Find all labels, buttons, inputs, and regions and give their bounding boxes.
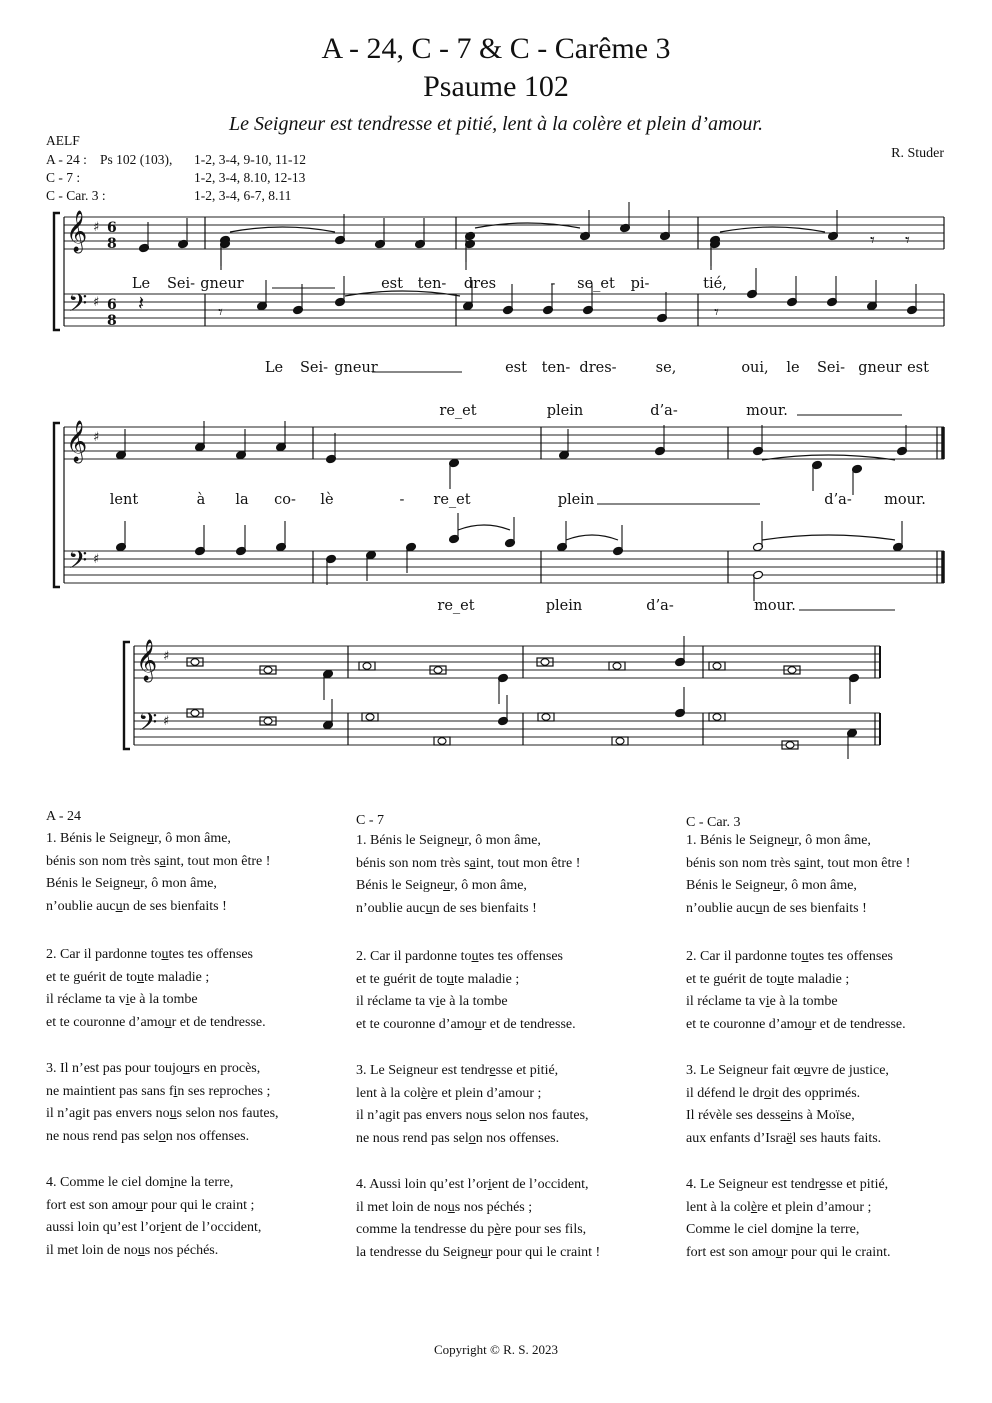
accent-syllable: u (137, 1242, 145, 1258)
note-head (788, 667, 796, 674)
accent-syllable: u (803, 1063, 811, 1078)
stanza-text: r pour qui le craint ! (487, 1244, 601, 1260)
reading-c7-label: C - 7 : (46, 170, 81, 185)
stanza-text: re pour ses fils, la tendresse du Seigne (356, 1222, 587, 1260)
key-signature-sharp: ♯ (163, 649, 170, 664)
accent-syllable: i (173, 1083, 178, 1099)
lyric-middle: re_et (433, 492, 471, 508)
stanza-text: 2. Car il pardonne to (46, 947, 162, 962)
lyric-lower: Sei- (299, 360, 329, 376)
lyric-top: d’a- (650, 403, 678, 419)
quarter-rest: 𝄽 (138, 291, 145, 315)
verse-stanza (686, 946, 906, 1036)
stanza-text: s nos péchés. (144, 1242, 219, 1258)
stanza-text: te maladie ; il réclame ta v (686, 971, 850, 1009)
lyric-top: plein (546, 403, 584, 419)
reading-ccar3-label: C - Car. 3 : (46, 188, 106, 203)
stanza-text: 1. Bénis le Seigne (686, 833, 788, 848)
stanza-text: e à la tombe et te couronne d’amo (356, 994, 508, 1032)
time-signature-8: 8 (107, 313, 117, 329)
accent-syllable: u (169, 1106, 177, 1121)
stanza-text: 3. Le Seigneur est tendr (356, 1063, 490, 1078)
lyric-lower: gneur (334, 360, 378, 376)
tie (230, 227, 335, 232)
verse-stanza (356, 1174, 600, 1264)
stanza-text: e à la tombe et te couronne d’amo (686, 994, 838, 1032)
lyric-lower: gneur (858, 360, 902, 376)
lyric-lower: le (786, 360, 800, 376)
stanza-text: s nos péchés ; comme la tendresse du p (356, 1199, 533, 1237)
accent-syllable: a (159, 853, 166, 869)
accent-syllable: è (420, 1085, 428, 1101)
tie (720, 227, 825, 232)
stanza-text: int, tout mon être ! Bénis le Seigne (356, 855, 581, 893)
accent-syllable: u (804, 1016, 812, 1032)
stanza-text: r et de tendresse. (811, 1016, 906, 1032)
accent-syllable: u (773, 878, 781, 893)
stanza-text: int, tout mon être ! Bénis le Seigne (46, 853, 271, 891)
lyric-bottom: re_et (437, 598, 475, 614)
copyright-notice: Copyright © R. S. 2023 (433, 1342, 558, 1357)
lyric-middle: lè (320, 492, 334, 508)
stanza-text: r, ô mon âme, bénis son nom très s (46, 831, 231, 869)
time-signature-6: 6 (107, 220, 117, 236)
accent-syllable: u (471, 949, 479, 964)
stanza-text: tes tes offenses et te guérit de to (686, 949, 893, 987)
reading-a24-ref: Ps 102 (103), (100, 152, 173, 167)
lyric-lower: ten- (541, 360, 571, 376)
verse-stanza (46, 944, 266, 1034)
stanza-text: n nos offenses. (475, 1130, 560, 1146)
lyric-upper: Le (131, 276, 151, 292)
note-head (713, 714, 721, 721)
stanza-text: 3. Il n’est pas pour toujo (46, 1061, 183, 1076)
note-head (191, 710, 199, 717)
lyric-middle: lent (109, 492, 139, 508)
note-head (363, 663, 371, 670)
accent-syllable: u (775, 1244, 783, 1260)
lyric-middle: d’a- (824, 492, 852, 508)
verse-stanza (356, 946, 576, 1036)
eighth-rest: 𝄾 (870, 230, 875, 251)
reading-a24-verses: 1-2, 3-4, 9-10, 11-12 (194, 152, 306, 167)
lyric-bottom: d’a- (646, 598, 674, 614)
page-title: A - 24, C - 7 & C - Carême 3 (321, 32, 671, 65)
stanza-text: 3. Le Seigneur fait œ (686, 1063, 804, 1078)
lyric-middle: mour. (884, 492, 926, 508)
accent-syllable: i (796, 1222, 800, 1237)
note-head (434, 667, 442, 674)
stanza-text: r pour qui le craint ; aussi loin qu’est l’or (46, 1197, 255, 1235)
note-head (438, 738, 446, 745)
lyric-lower: dres- (579, 360, 617, 376)
note-head (542, 714, 550, 721)
accent-syllable: u (115, 898, 123, 914)
lyric-middle: co- (274, 492, 296, 508)
accent-syllable: è (494, 1222, 501, 1237)
accent-syllable: u (425, 900, 433, 916)
eighth-rest: 𝄾 (714, 302, 719, 323)
accent-syllable: u (801, 949, 809, 964)
stanza-text: 2. Car il pardonne to (356, 949, 472, 964)
stanza-text: l ses hauts faits. (792, 1130, 882, 1146)
stanza-text: s selon nos fautes, ne nous rend pas sel (356, 1108, 589, 1146)
note-head (191, 659, 199, 666)
verse-stanza (356, 830, 580, 920)
eighth-rest: 𝄾 (218, 302, 223, 323)
accent-syllable: è (750, 1199, 758, 1215)
stanza-text: it des opprimés. Il révèle ses dess (686, 1085, 861, 1123)
stanza-text: n de ses bienfaits ! (762, 900, 867, 916)
lyric-lower: Le (264, 360, 284, 376)
stanza-text: te maladie ; il réclame ta v (46, 969, 210, 1007)
accent-syllable: i (435, 994, 440, 1009)
verse-stanza (356, 1060, 589, 1150)
key-signature-sharp: ♯ (93, 220, 100, 235)
accent-syllable: i (487, 1177, 492, 1192)
key-signature-sharp: ♯ (93, 430, 100, 445)
note-head (264, 718, 272, 725)
stanza-text: ent de l’occident, il met loin de no (356, 1177, 589, 1215)
stanza-text: n ses reproches ; il n’agit pas envers no (46, 1083, 271, 1121)
lyric-lower: se, (655, 360, 677, 376)
tie (566, 535, 618, 540)
treble-clef: 𝄞 (66, 211, 88, 252)
composer-name: R. Studer (891, 146, 944, 161)
eighth-rest: 𝄾 (905, 230, 910, 251)
accent-syllable: u (480, 1244, 488, 1260)
verse-column-heading: C - 7 (356, 813, 384, 828)
accent-syllable: u (147, 831, 155, 846)
stanza-text: ent de l’occident, il met loin de no (46, 1220, 262, 1258)
accent-syllable: u (136, 969, 144, 985)
lyric-bottom: mour. (754, 598, 796, 614)
accent-syllable: e (819, 1177, 826, 1192)
lyric-lower: Sei- (816, 360, 846, 376)
stanza-text: s selon nos fautes, ne nous rend pas sel (46, 1106, 279, 1144)
stanza-text: rs en procès, ne maintient pas sans f (46, 1061, 261, 1099)
accent-syllable: u (446, 971, 454, 987)
tie (762, 535, 895, 540)
verse-column-heading: A - 24 (46, 809, 81, 824)
note-head (541, 659, 549, 666)
lyric-lower: est (505, 360, 527, 376)
stanza-text: vre de justice, il défend le dr (686, 1063, 889, 1101)
accent-syllable: u (479, 1108, 487, 1123)
stanza-text: tes tes offenses et te guérit de to (356, 949, 563, 987)
key-signature-sharp: ♯ (163, 714, 170, 729)
verse-column-heading: C - Car. 3 (686, 815, 741, 830)
accent-syllable: a (469, 855, 476, 871)
lyric-lower: oui, (741, 360, 769, 376)
lyric-upper: Sei- (166, 276, 196, 292)
lyric-upper: - (550, 276, 556, 292)
tie (458, 525, 510, 530)
system-bracket (54, 423, 60, 587)
stanza-text: e à la tombe et te couronne d’amo (46, 992, 198, 1030)
bass-clef: 𝄢 (138, 708, 158, 743)
accent-syllable: i (125, 992, 130, 1007)
accent-syllable: u (133, 876, 141, 891)
note-head (713, 663, 721, 670)
lyric-top: mour. (746, 403, 788, 419)
lyric-upper: est (381, 276, 403, 292)
accent-syllable: u (135, 1197, 143, 1213)
reading-ccar3-verses: 1-2, 3-4, 6-7, 8.11 (194, 188, 292, 203)
stanza-text: 4. Aussi loin qu’est l’or (356, 1177, 488, 1192)
stanza-text: r, ô mon âme, bénis son nom très s (686, 833, 871, 871)
lyric-middle: à (196, 492, 206, 508)
accent-syllable: u (755, 900, 763, 916)
stanza-text: n de ses bienfaits ! (432, 900, 537, 916)
stanza-text: te maladie ; il réclame ta v (356, 971, 520, 1009)
accent-syllable: e (489, 1063, 496, 1078)
lyric-upper: tié, (703, 276, 727, 292)
time-signature-6: 6 (107, 297, 117, 313)
accent-syllable: i (170, 1175, 174, 1190)
note-head (613, 663, 621, 670)
stanza-text: sse et pitié, lent à la col (356, 1063, 559, 1101)
stanza-text: ne la terre, fort est son amo (686, 1222, 860, 1260)
lyric-upper: pi- (630, 276, 650, 292)
key-signature-sharp: ♯ (93, 552, 100, 567)
treble-clef: 𝄞 (136, 640, 158, 681)
reading-a24-label: A - 24 : (46, 152, 87, 167)
stanza-text: 1. Bénis le Seigne (46, 831, 148, 846)
verse-stanza (686, 830, 910, 920)
note-head (786, 742, 794, 749)
accent-syllable: u (787, 833, 795, 848)
verse-stanza (46, 828, 270, 918)
accent-syllable: u (457, 833, 465, 848)
accent-syllable: u (164, 1014, 172, 1030)
accent-syllable: a (799, 855, 806, 871)
lyric-upper: ten- (417, 276, 447, 292)
accent-syllable: ë (786, 1130, 793, 1146)
accent-syllable: o (468, 1130, 476, 1146)
lyric-upper: se_et (577, 276, 615, 292)
accent-syllable: u (447, 1199, 455, 1215)
stanza-text: 2. Car il pardonne to (686, 949, 802, 964)
stanza-text: r et de tendresse. (481, 1016, 576, 1032)
stanza-text: 4. Le Seigneur est tendr (686, 1177, 820, 1192)
lyric-middle: plein (557, 492, 595, 508)
lyric-middle: la (235, 492, 249, 508)
source-label: AELF (46, 133, 80, 148)
stanza-text: int, tout mon être ! Bénis le Seigne (686, 855, 911, 893)
accent-syllable: o (158, 1128, 166, 1144)
verse-stanza (46, 1172, 261, 1262)
verse-stanza (46, 1058, 279, 1148)
stanza-text: 4. Comme le ciel dom (46, 1175, 171, 1190)
lyric-top: re_et (439, 403, 477, 419)
stanza-text: r et de tendresse. (171, 1014, 266, 1030)
note-head (366, 714, 374, 721)
treble-clef: 𝄞 (66, 421, 88, 462)
bass-clef: 𝄢 (68, 289, 88, 324)
stanza-text: sse et pitié, lent à la col (686, 1177, 889, 1215)
accent-syllable: u (443, 878, 451, 893)
verse-stanza (686, 1060, 889, 1150)
time-signature-8: 8 (107, 236, 117, 252)
stanza-text: r, ô mon âme, n’oublie auc (356, 878, 527, 916)
stanza-text: n nos offenses. (165, 1128, 250, 1144)
lyric-upper: gneur (200, 276, 244, 292)
stanza-text: r, ô mon âme, n’oublie auc (686, 878, 857, 916)
stanza-text: re et plein d’amour ; il n’agit pas envers no (356, 1085, 542, 1123)
stanza-text: 1. Bénis le Seigne (356, 833, 458, 848)
stanza-text: ne la terre, fort est son amo (46, 1175, 234, 1213)
system-bracket (54, 213, 60, 330)
bass-clef: 𝄢 (68, 546, 88, 581)
stanza-text: n de ses bienfaits ! (122, 898, 227, 914)
accent-syllable: o (764, 1085, 772, 1101)
lyric-lower: est (907, 360, 929, 376)
accent-syllable: i (160, 1220, 165, 1235)
accent-syllable: u (474, 1016, 482, 1032)
verse-stanza (686, 1174, 891, 1264)
accent-syllable: ei (780, 1108, 791, 1123)
stanza-text: r, ô mon âme, n’oublie auc (46, 876, 217, 914)
lyric-middle: - (399, 492, 405, 508)
lyric-upper: dres (463, 276, 497, 292)
refrain-text: Le Seigneur est tendresse et pitié, lent à la colère et plein d’amour. (229, 113, 763, 135)
note-head (616, 738, 624, 745)
stanza-text: re et plein d’amour ; Comme le ciel dom (686, 1199, 872, 1237)
note-head (264, 667, 272, 674)
reading-c7-verses: 1-2, 3-4, 8.10, 12-13 (194, 170, 306, 185)
accent-syllable: u (161, 947, 169, 962)
accent-syllable: u (776, 971, 784, 987)
lyric-bottom: plein (545, 598, 583, 614)
stanza-text: tes tes offenses et te guérit de to (46, 947, 253, 985)
stanza-text: r pour qui le craint. (782, 1244, 891, 1260)
key-signature-sharp: ♯ (93, 295, 100, 310)
stanza-text: ns à Moïse, aux enfants d’Isra (686, 1108, 855, 1146)
accent-syllable: i (765, 994, 770, 1009)
system-bracket (124, 642, 130, 749)
accent-syllable: u (182, 1061, 190, 1076)
stanza-text: r, ô mon âme, bénis son nom très s (356, 833, 541, 871)
page-subtitle: Psaume 102 (423, 70, 569, 103)
